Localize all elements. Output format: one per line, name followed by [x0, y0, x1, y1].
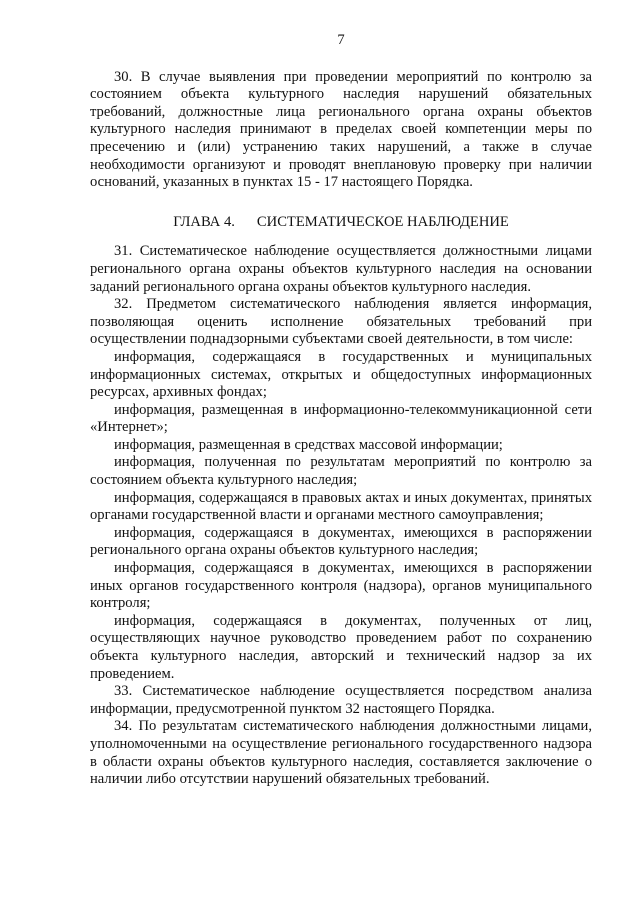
info-item: информация, содержащаяся в правовых актах и иных документах, принятых органами государственной власти и органами местного самоуправления; — [90, 489, 592, 524]
paragraph-32: 32. Предметом систематического наблюдения является информация, позволяющая оценить исполнение обязательных требований при осуществлении поднадзорными субъектами своей деятельности, в том числе: — [90, 296, 592, 348]
chapter-heading — [90, 214, 592, 232]
chapter-number: ГЛАВА 4. — [173, 213, 235, 230]
info-item: информация, содержащаяся в документах, полученных от лиц, осуществляющих научное руководство проведением работ по сохранению объекта культурного наследия, авторский и технический надзор за их проведением. — [90, 612, 592, 682]
info-item: информация, содержащаяся в документах, имеющихся в распоряжении иных органов государственного контроля (надзора), органов муниципального контроля; — [90, 560, 592, 612]
paragraph-30: 30. В случае выявления при проведении мероприятий по контролю за состоянием объекта культурного наследия нарушений обязательных требований, должностные лица регионального органа охраны объектов культурного наследия принимают в пределах своей компетенции меры по пресечению и (или) устранению таких нарушений, а также в случае необходимости организуют и проводят внеплановую проверку при наличии оснований, указанных в пунктах 15 - 17 настоящего Порядка. — [90, 68, 592, 191]
page-number: 7 — [337, 32, 345, 48]
info-item: информация, содержащаяся в государственных и муниципальных информационных системах, открытых и общедоступных информационных ресурсах, архивных фондах; — [90, 348, 592, 401]
paragraph-31: 31. Систематическое наблюдение осуществляется должностными лицами регионального органа охраны объектов культурного наследия на основании заданий регионального органа охраны объектов культурного наследия. — [90, 243, 592, 295]
document-page — [90, 32, 592, 789]
paragraph-33: 33. Систематическое наблюдение осуществляется посредством анализа информации, предусмотренной пунктом 32 настоящего Порядка. — [90, 683, 592, 717]
chapter-title: СИСТЕМАТИЧЕСКОЕ НАБЛЮДЕНИЕ — [256, 213, 509, 230]
info-item: информация, полученная по результатам мероприятий по контролю за состоянием объекта культурного наследия; — [90, 454, 592, 489]
info-item: информация, содержащаяся в документах, имеющихся в распоряжении регионального органа охраны объектов культурного наследия; — [90, 524, 592, 559]
paragraph-34: 34. По результатам систематического наблюдения должностными лицами, уполномоченными на осуществление регионального государственного надзора в области охраны объектов культурного наследия, составляется заключение о наличии либо отсутствии нарушений обязательных требований. — [90, 718, 592, 788]
info-item: информация, размещенная в информационно-телекоммуникационной сети «Интернет»; — [90, 401, 592, 436]
info-item: информация, размещенная в средствах массовой информации; — [114, 436, 503, 453]
